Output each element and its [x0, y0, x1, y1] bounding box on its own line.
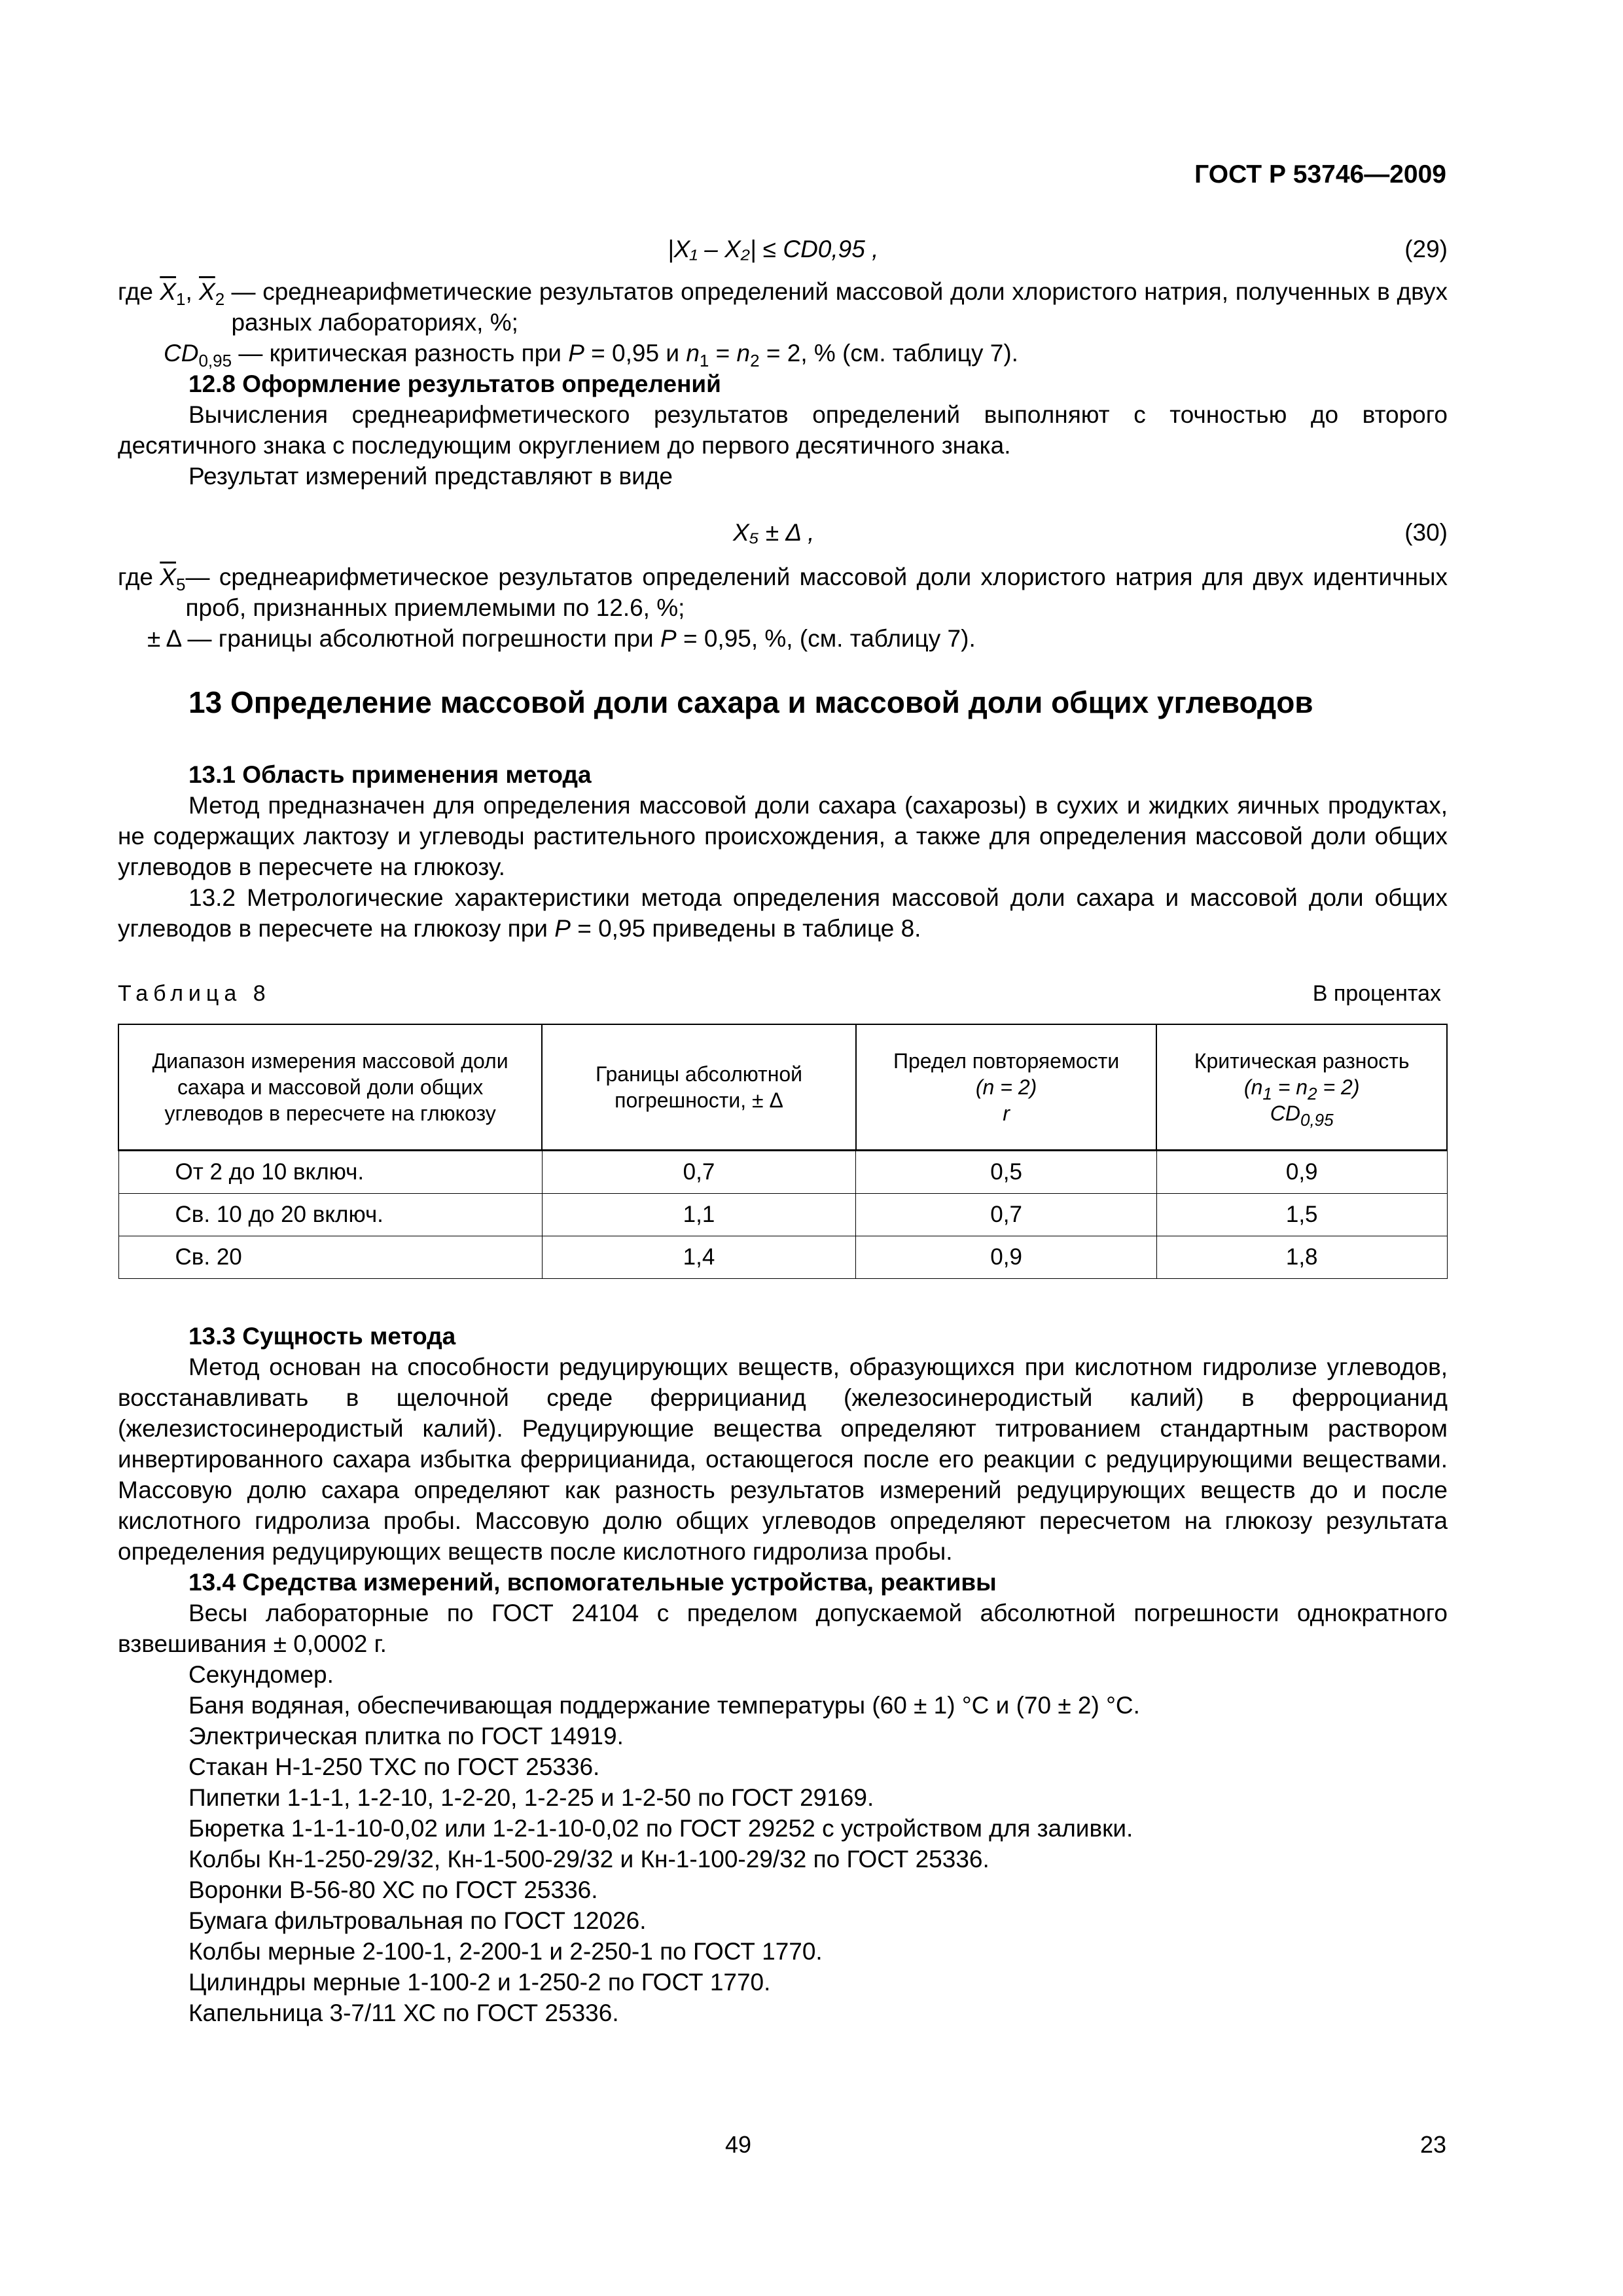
page-number-right: 23 — [1419, 2131, 1446, 2158]
table-header-row — [118, 1024, 1447, 1151]
table-row — [118, 1194, 1447, 1236]
section-13-3-13-4 — [118, 1321, 1448, 2028]
page-number-center: 49 — [725, 2131, 752, 2158]
table-header-repeatability: Предел повторяемости (n = 2) r — [856, 1024, 1157, 1151]
list-item: Баня водяная, обеспечивающая поддержание температуры (60 ± 1) °С и (70 ± 2) °С. — [188, 1692, 1140, 1719]
table-cell: 0,5 — [856, 1151, 1157, 1194]
legend-delta: ± Δ — границы абсолютной погрешности при P = 0,95, %, (см. таблицу 7). — [147, 625, 976, 652]
formula-30-number: (30) — [1404, 519, 1448, 546]
list-item: Колбы Кн-1-250-29/32, Кн-1-500-29/32 и Кн-1-100-29/32 по ГОСТ 25336. — [188, 1846, 990, 1873]
table-cell: 0,9 — [856, 1236, 1157, 1279]
heading-13-3: 13.3 Сущность метода — [188, 1323, 456, 1350]
legend-x1-x2-description: — среднеарифметические результатов определений массовой доли хлористого натрия, полученных в двух разных лабораториях, %; — [231, 278, 1448, 336]
table-8-units: В процентах — [1312, 981, 1441, 1006]
list-item: Капельница 3-7/11 ХС по ГОСТ 25336. — [188, 2000, 619, 2026]
list-item: Секундомер. — [188, 1661, 334, 1688]
list-item: Цилиндры мерные 1-100-2 и 1-250-2 по ГОСТ 1770. — [188, 1969, 771, 1996]
table-cell: 1,8 — [1156, 1236, 1447, 1279]
table-row — [118, 1236, 1447, 1279]
paragraph-13-3: Метод основан на способности редуцирующих веществ, образующихся при кислотном гидролизе углеводов, восстанавливать в щелочной среде феррицианид (железосинеродистый калий) в ферроцианид (железистосинеродистый калий). Редуцирующие вещества определяют титрованием стандартным раствором инвертированного сахара избытка феррицианида, остающегося после его реакции с редуцирующими веществами. Массовую долю сахара определяют как разность результатов измерений редуцирующих веществ до и после кислотного гидролиза пробы. Массовую долю общих углеводов определяют пересчетом на глюкозу результата определения редуцирующих веществ после кислотного гидролиза пробы. — [118, 1354, 1448, 1565]
list-item: Воронки В-56-80 ХС по ГОСТ 25336. — [188, 1876, 598, 1903]
table-cell: 0,7 — [542, 1151, 856, 1194]
legend-x5-description: — среднеарифметическое результатов определений массовой доли хлористого натрия для двух идентичных проб, признанных приемлемыми по 12.6, %; — [185, 564, 1448, 621]
table-8-caption — [118, 978, 1441, 1009]
table-cell: Св. 20 — [118, 1236, 542, 1279]
list-item: Бумага фильтровальная по ГОСТ 12026. — [188, 1907, 647, 1934]
table-cell: 1,4 — [542, 1236, 856, 1279]
table-8 — [118, 1024, 1448, 1279]
formula-29-number: (29) — [1404, 236, 1448, 262]
heading-12-8: 12.8 Оформление результатов определений — [188, 370, 721, 397]
section-13-title: 13 Определение массовой доли сахара и массовой доли общих углеводов — [188, 685, 1313, 719]
table-8-label: Таблица 8 — [118, 981, 271, 1006]
table-cell: Св. 10 до 20 включ. — [118, 1194, 542, 1236]
paragraph-12-8-1: Вычисления среднеарифметического результатов определений выполняют с точностью до второго десятичного знака с последующим округлением до первого десятичного знака. — [118, 401, 1448, 459]
table-header-range: Диапазон измерения массовой доли сахара и массовой доли общих углеводов в пересчете на глюкозу — [118, 1024, 542, 1151]
formula-29-legend — [118, 276, 1448, 492]
legend-x5: где $\overline{X}_5$ — среднеарифметическое результатов определений массовой доли хлористого натрия для двух идентичных проб, признанных приемлемыми по 12.6, %; — [118, 562, 1448, 623]
heading-13-1: 13.1 Область применения метода — [188, 761, 592, 788]
paragraph-13-1: Метод предназначен для определения массовой доли сахара (сахарозы) в сухих и жидких яичных продуктах, не содержащих лактозу и углеводы растительного происхождения, а также для определения массовой доли общих углеводов в пересчете на глюкозу. — [118, 792, 1448, 880]
list-item: Электрическая плитка по ГОСТ 14919. — [188, 1723, 624, 1749]
paragraph-13-2: 13.2 Метрологические характеристики метода определения массовой доли сахара и массовой доли общих углеводов в пересчете на глюкозу при P = 0,95 приведены в таблице 8. — [118, 884, 1448, 942]
table-header-critical-difference: Критическая разность $(n_1 = n_2 = 2)$ $CD_{0,95}$ — [1156, 1024, 1447, 1151]
table-cell: 1,1 — [542, 1194, 856, 1236]
list-item: Пипетки 1-1-1, 1-2-10, 1-2-20, 1-2-25 и 1-2-50 по ГОСТ 29169. — [188, 1784, 874, 1811]
table-cell: 0,9 — [1156, 1151, 1447, 1194]
formula-30 — [118, 517, 1448, 548]
list-item: Бюретка 1-1-1-10-0,02 или 1-2-1-10-0,02 по ГОСТ 29252 с устройством для заливки. — [188, 1815, 1133, 1842]
paragraph-12-8-2: Результат измерений представляют в виде — [188, 463, 673, 490]
legend-x1-x2: где $\overline{X}_1$, $\overline{X}_2$ — среднеарифметические результатов определений массовой доли хлористого натрия, полученных в двух разных лабораториях, %; — [118, 276, 1448, 338]
legend-cd: $CD_{0,95}$ — критическая разность при P = 0,95 и $n_1 = n_2 = 2$, % (см. таблицу 7). — [164, 340, 1018, 370]
paragraph-13-4: Весы лабораторные по ГОСТ 24104 с пределом допускаемой абсолютной погрешности однократного взвешивания ± 0,0002 г. — [118, 1600, 1448, 1657]
formula-30-expression: X₅ ± Δ , — [733, 519, 815, 546]
table-row — [118, 1151, 1447, 1194]
heading-13-4: 13.4 Средства измерений, вспомогательные устройства, реактивы — [188, 1569, 997, 1596]
table-cell: 0,7 — [856, 1194, 1157, 1236]
list-item: Стакан Н-1-250 ТХС по ГОСТ 25336. — [188, 1753, 600, 1780]
document-header: ГОСТ Р 53746—2009 — [1194, 160, 1446, 188]
table-cell: От 2 до 10 включ. — [118, 1151, 542, 1194]
table-cell: 1,5 — [1156, 1194, 1447, 1236]
formula-29-expression: |X₁ – X₂| ≤ CD0,95 , — [668, 236, 879, 262]
table-header-error-bounds: Границы абсолютной погрешности, ± Δ — [542, 1024, 856, 1151]
list-item: Колбы мерные 2-100-1, 2-200-1 и 2-250-1 по ГОСТ 1770. — [188, 1938, 823, 1965]
section-13-1 — [118, 759, 1448, 944]
formula-30-legend — [118, 562, 1448, 654]
formula-29 — [118, 234, 1448, 264]
